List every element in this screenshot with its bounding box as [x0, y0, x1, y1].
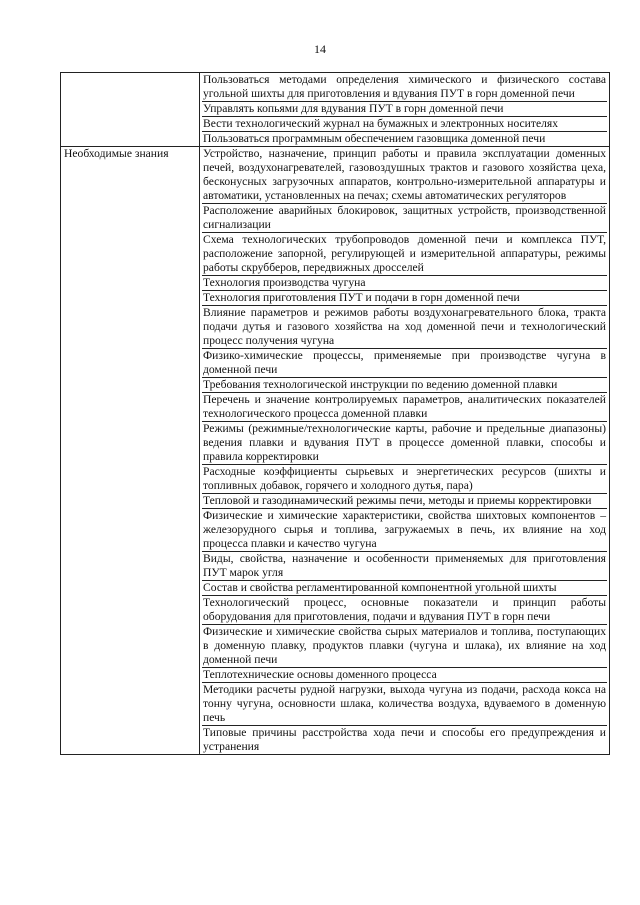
row-content-cell — [200, 73, 610, 147]
list-item: Физико-химические процессы, применяемые при производстве чугуна в доменной печи — [203, 349, 606, 376]
list-item: Методики расчеты рудной нагрузки, выхода чугуна из подачи, расхода кокса на тонну чугуна, основности шлака, количества воздуха, вдуваемого в доменную печь — [203, 683, 606, 724]
list-item: Виды, свойства, назначение и особенности применяемых для приготовления ПУТ марок угля — [203, 552, 606, 579]
list-item: Устройство, назначение, принцип работы и правила эксплуатации доменных печей, воздухонагревателей, газовоздушных трактов и газового хозяйства цеха, бесконусных загрузочных аппаратов, контрольно-измерительной аппаратуры и автоматики, установленных на печах; схемы автоматических регуляторов — [203, 147, 606, 202]
list-item: Тепловой и газодинамический режимы печи, методы и приемы корректировки — [202, 494, 607, 509]
list-item: Физические и химические характеристики, свойства шихтовых компонентов – железорудного сырья и топлива, загружаемых в печь, их влияние на ход процесса плавки и качество чугуна — [203, 509, 606, 550]
list-item: Управлять копьями для вдувания ПУТ в горн доменной печи — [202, 102, 607, 117]
list-item: Влияние параметров и режимов работы воздухонагревательного блока, тракта подачи дутья и газового хозяйства на ход доменной печи и технологический процесс получения чугуна — [203, 306, 606, 347]
table-row — [61, 147, 610, 755]
list-item: Технологический процесс, основные показатели и принцип работы оборудования для приготовления, подачи и вдувания ПУТ в горн печи — [203, 596, 606, 623]
list-item: Состав и свойства регламентированной компонентной угольной шихты — [202, 581, 607, 596]
list-item: Расходные коэффициенты сырьевых и энергетических ресурсов (шихты и топливных добавок, горячего и холодного дутья, пара) — [203, 465, 606, 492]
row-content-cell — [200, 147, 610, 755]
requirements-table — [60, 72, 610, 755]
list-item: Физические и химические свойства сырых материалов и топлива, поступающих в доменную плавку, продуктов плавки (чугуна и шлака), их влияние на ход доменной печи — [203, 625, 606, 666]
list-item: Типовые причины расстройства хода печи и способы его предупреждения и устранения — [203, 726, 606, 753]
list-item: Вести технологический журнал на бумажных и электронных носителях — [202, 117, 607, 132]
list-item: Пользоваться методами определения химического и физического состава угольной шихты для приготовления и вдувания ПУТ в горн доменной печи — [203, 73, 606, 100]
list-item: Схема технологических трубопроводов доменной печи и комплекса ПУТ, расположение запорной, регулирующей и измерительной аппаратуры, режимы работы скрубберов, передвижных дросселей — [203, 233, 606, 274]
list-item: Режимы (режимные/технологические карты, рабочие и предельные диапазоны) ведения плавки и вдувания ПУТ в процессе доменной плавки, способы и правила корректировки — [203, 422, 606, 463]
list-item: Расположение аварийных блокировок, защитных устройств, производственной сигнализации — [203, 204, 606, 231]
list-item: Технология приготовления ПУТ и подачи в горн доменной печи — [202, 291, 607, 306]
list-item: Пользоваться программным обеспечением газовщика доменной печи — [203, 132, 546, 145]
list-item: Теплотехнические основы доменного процесса — [202, 668, 607, 683]
row-label-cell: Необходимые знания — [61, 147, 200, 755]
list-item: Требования технологической инструкции по ведению доменной плавки — [202, 378, 607, 393]
row-label-cell — [61, 73, 200, 147]
table-row — [61, 73, 610, 147]
page-number: 14 — [314, 42, 326, 56]
list-item: Перечень и значение контролируемых параметров, аналитических показателей технологического процесса доменной плавки — [203, 393, 606, 420]
list-item: Технология производства чугуна — [202, 276, 607, 291]
